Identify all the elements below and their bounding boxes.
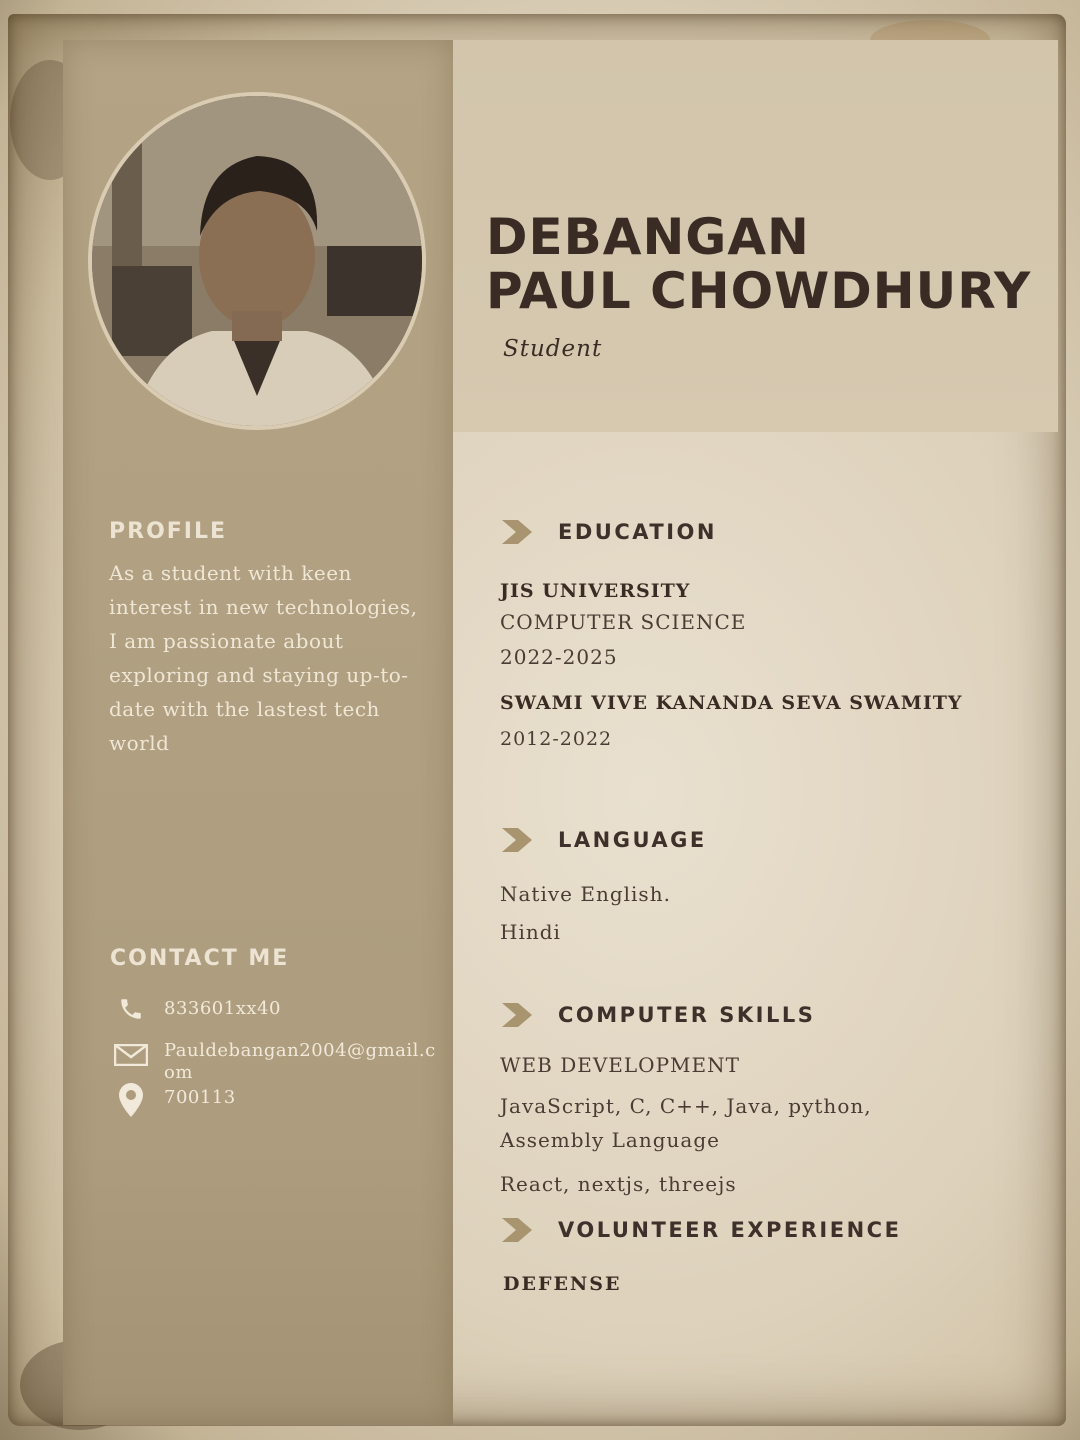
portrait-image xyxy=(92,96,422,426)
mail-icon xyxy=(114,1040,148,1070)
contact-location-row xyxy=(114,1082,436,1118)
language-section-header xyxy=(500,826,707,854)
contact-email-row xyxy=(114,1040,436,1084)
education-years-1: 2022-2025 xyxy=(500,645,618,669)
name-line-1: DEBANGAN xyxy=(486,208,810,266)
phone-number: 833601xx40 xyxy=(164,998,281,1019)
volunteer-item: DEFENSE xyxy=(503,1273,622,1295)
language-item: Native English. xyxy=(500,882,671,906)
profile-text: As a student with keen interest in new technologies, I am passionate about exploring and staying up-to-date with the lastest tech world xyxy=(109,561,418,755)
job-title: Student xyxy=(503,336,603,362)
chevron-right-icon xyxy=(500,518,534,546)
language-title: LANGUAGE xyxy=(558,828,707,852)
skills-title: COMPUTER SKILLS xyxy=(558,1003,816,1027)
skills-frameworks: React, nextjs, threejs xyxy=(500,1172,737,1196)
language-item: Hindi xyxy=(500,920,561,944)
skills-section-header xyxy=(500,1001,815,1029)
pincode: 700113 xyxy=(164,1087,236,1108)
location-pin-icon xyxy=(114,1082,148,1118)
chevron-right-icon xyxy=(500,1216,534,1244)
skills-languages: JavaScript, C, C++, Java, python, Assembly Language xyxy=(500,1094,872,1152)
phone-icon xyxy=(114,994,148,1024)
contact-phone-row xyxy=(114,994,436,1024)
education-school-2: SWAMI VIVE KANANDA SEVA SWAMITY xyxy=(500,692,963,714)
education-years-2: 2012-2022 xyxy=(500,728,613,750)
education-school-1: JIS UNIVERSITY xyxy=(500,580,691,602)
education-field-1: COMPUTER SCIENCE xyxy=(500,610,747,634)
profile-heading: PROFILE xyxy=(109,519,228,544)
email-address[interactable]: Pauldebangan2004@gmail.com xyxy=(164,1040,436,1083)
volunteer-section-header xyxy=(500,1216,901,1244)
full-name xyxy=(486,210,1056,318)
name-line-2: PAUL CHOWDHURY xyxy=(486,262,1032,320)
education-title: EDUCATION xyxy=(558,520,717,544)
chevron-right-icon xyxy=(500,826,534,854)
education-section-header xyxy=(500,518,717,546)
chevron-right-icon xyxy=(500,1001,534,1029)
contact-heading: CONTACT ME xyxy=(110,946,290,971)
profile-photo xyxy=(88,92,426,430)
skills-area: WEB DEVELOPMENT xyxy=(500,1053,740,1077)
volunteer-title: VOLUNTEER EXPERIENCE xyxy=(558,1218,902,1242)
